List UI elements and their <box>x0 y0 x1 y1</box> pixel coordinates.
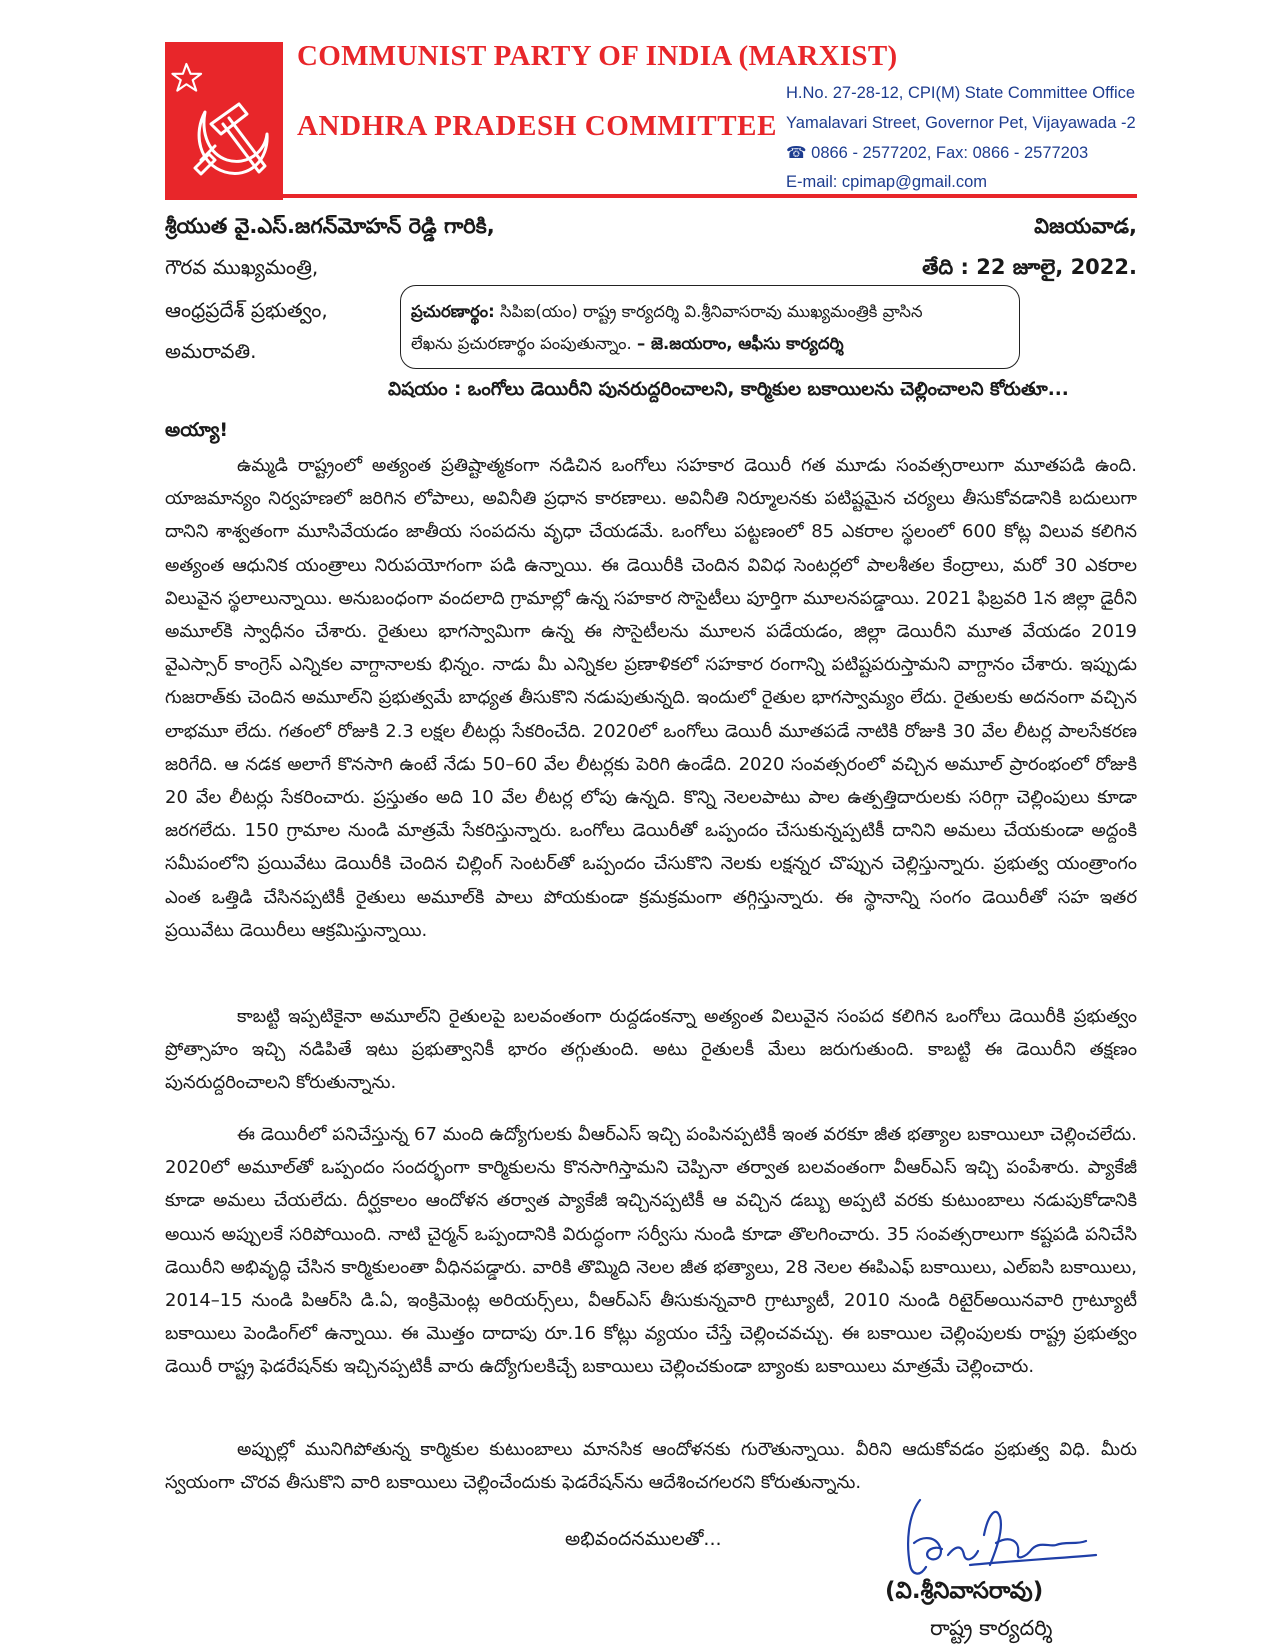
body-paragraph-1-text: ఉమ్మడి రాష్ట్రంలో అత్యంత ప్రతిష్టాత్మకంగా నడిచిన ఒంగోలు సహకార డెయిరీ గత మూడు సంవత్సరాలుగా మూతపడి ఉంది. యాజమాన్యం నిర్వహణలో జరిగిన లోపాలు, అవినీతి ప్రధాన కారణాలు. అవినీతి నిర్మూలనకు పటిష్టమైన చర్యలు తీసుకోవడానికి బదులుగా దానిని శాశ్వతంగా మూసివేయడం జాతీయ సంపదను వృధా చేయడమే. ఒంగోలు పట్టణంలో 85 ఎకరాల స్థలంలో 600 కోట్ల విలువ కలిగిన అత్యంత ఆధునిక యంత్రాలు నిరుపయోగంగా పడి ఉన్నాయి. ఈ డెయిరీకి చెందిన వివిధ సెంటర్లలో పాలశీతల కేంద్రాలు, మరో 30 ఎకరాల విలువైన స్థలాలున్నాయి. అనుబంధంగా వందలాది గ్రామాల్లో ఉన్న సహకార సొసైటీలు పూర్తిగా మూలనపడ్డాయి. 2021 ఫిబ్రవరి 1న జిల్లా డైరీని అమూల్‌కి స్వాధీనం చేశారు. రైతులు భాగస్వామిగా ఉన్న ఈ సొసైటీలను మూలన పడేయడం, జిల్లా డెయిరీని మూత వేయడం 2019 వైఎస్సార్ కాంగ్రెస్ ఎన్నికల వాగ్దానాలకు భిన్నం. నాడు మీ ఎన్నికల ప్రణాళికలో సహకార రంగాన్ని పటిష్టపరుస్తామని వాగ్దానం చేశారు. ఇప్పుడు గుజరాత్‌కు చెందిన అమూల్‌ని ప్రభుత్వమే బాధ్యత తీసుకొని నడుపుతున్నది. ఇందులో రైతుల భాగస్వామ్యం లేదు. రైతులకు అదనంగా వచ్చిన లాభమూ లేదు. గతంలో రోజుకి 2.3 లక్షల లీటర్లు సేకరించేది. 2020లో ఒంగోలు డెయిరీ మూతపడే నాటికి రోజుకి 30 వేల లీటర్ల పాలసేకరణ జరిగేది. ఆ నడక అలాగే కొనసాగి ఉంటే నేడు 50–60 వేల లీటర్లకు పెరిగి ఉండేది. 2020 సంవత్సరంలో వచ్చిన అమూల్ ప్రారంభంలో రోజుకి 20 వేల లీటర్లు సేకరించారు. ప్రస్తుతం అది 10 వేల లీటర్ల లోపు ఉన్నది. కొన్ని నెలలపాటు పాల ఉత్పత్తిదారులకు సరిగ్గా చెల్లింపులు కూడా జరగలేదు. 150 గ్రామాల నుండి మాత్రమే సేకరిస్తున్నారు. ఒంగోలు డెయిరీతో ఒప్పందం చేసుకున్నప్పటికీ దానిని అమలు చేయకుండా అద్దంకి సమీపంలోని ప్రయివేటు డెయిరీకి చెందిన చిల్లింగ్ సెంటర్‌తో ఒప్పందం చేసుకొని నెలకు లక్షన్నర చొప్పున చెల్లిస్తున్నారు. ప్రభుత్వ యంత్రాంగం ఎంత ఒత్తిడి చేసినప్పటికీ రైతులు అమూల్‌కి పాలు పోయకుండా క్రమక్రమంగా తగ్గిస్తున్నారు. ఈ స్థానాన్ని సంగం డెయిరీతో సహ ఇతర ప్రయివేటు డెయిరీలు ఆక్రమిస్తున్నాయి. <box>165 455 1137 941</box>
address-line2: Yamalavari Street, Governor Pet, Vijayawada -2 <box>786 114 1136 132</box>
recipient-line4: అమరావతి. <box>165 339 257 363</box>
phone-line <box>786 143 1088 163</box>
recipient-line2: గౌరవ ముఖ్యమంత్రి, <box>165 255 319 279</box>
body-paragraph-3-text: ఈ డెయిరీలో పనిచేస్తున్న 67 మంది ఉద్యోగులకు వీఆర్‌ఎస్ ఇచ్చి పంపినప్పటికీ ఇంత వరకూ జీత భత్యాల బకాయిలూ చెల్లించలేదు. 2020లో అమూల్‌తో ఒప్పందం సందర్భంగా కార్మికులను కొనసాగిస్తామని చెప్పినా తర్వాత బలవంతంగా వీఆర్‌ఎస్ ఇచ్చి పంపేశారు. ప్యాకేజీ కూడా అమలు చేయలేదు. దీర్ఘకాలం ఆందోళన తర్వాత ప్యాకేజీ ఇచ్చినప్పటికీ ఆ వచ్చిన డబ్బు అప్పటి వరకు కుటుంబాలు నడుపుకోడానికి అయిన అప్పులకే సరిపోయింది. నాటి చైర్మన్ ఒప్పందానికి విరుద్ధంగా సర్వీసు నుండి కూడా తొలగించారు. 35 సంవత్సరాలుగా కష్టపడి పనిచేసి డెయిరీని అభివృద్ధి చేసిన కార్మికులంతా వీధినపడ్డారు. వారికి తొమ్మిది నెలల జీత భత్యాలు, 28 నెలల ఈపిఎఫ్ బకాయిలు, ఎల్‌ఐసి బకాయిలు, 2014–15 నుండి పిఆర్‌సి డి.ఏ, ఇంక్రిమెంట్ల అరియర్స్‌లు, వీఆర్‌ఎస్ తీసుకున్నవారి గ్రాట్యూటీ, 2010 నుండి రిటైర్‌అయినవారి గ్రాట్యూటీ బకాయిలు పెండింగ్‌లో ఉన్నాయి. ఈ మొత్తం దాదాపు రూ.16 కోట్లు వ్యయం చేస్తే చెల్లించవచ్చు. ఈ బకాయిల చెల్లింపులకు రాష్ట్ర ప్రభుత్వం డెయిరీ రాష్ట్ర ఫెడరేషన్‌కు ఇచ్చినప్పటికీ వారు ఉద్యోగులకిచ్చే బకాయిలు చెల్లించకుండా బ్యాంకు బకాయిలు మాత్రమే చెల్లించారు. <box>165 1124 1137 1378</box>
body-paragraph-2-text: కాబట్టి ఇప్పటికైనా అమూల్‌ని రైతులపై బలవంతంగా రుద్దడంకన్నా అత్యంత విలువైన సంపద కలిగిన ఒంగోలు డెయిరీకి ప్రభుత్వం ప్రోత్సాహం ఇచ్చి నడిపితే ఇటు ప్రభుత్వానికీ భారం తగ్గుతుంది. అటు రైతులకీ మేలు జరుగుతుంది. కాబట్టి ఈ డెయిరీని తక్షణం పునరుద్దరించాలని కోరుతున్నాను. <box>165 1006 1137 1094</box>
address-line1: H.No. 27-28-12, CPI(M) State Committee Office <box>786 84 1136 102</box>
phone-icon: ☎ <box>786 144 807 162</box>
notice-line2: లేఖను ప్రచురణార్థం పంపుతున్నాం. <box>411 334 632 353</box>
closing: అభివందనములతో... <box>565 1528 722 1550</box>
body-paragraph-1 <box>165 449 1137 947</box>
place: విజయవాడ, <box>1034 214 1137 238</box>
org-name-line2: ANDHRA PRADESH COMMITTEE <box>297 110 778 142</box>
notice-sender: – జె.జయరాం, ఆఫీసు కార్యదర్శి <box>636 334 844 353</box>
subject-line: విషయం : ఒంగోలు డెయిరీని పునరుద్దరించాలని, కార్మికుల బకాయిలను చెల్లించాలని కోరుతూ... <box>388 379 1069 400</box>
salutation: అయ్యా! <box>165 419 229 441</box>
body-paragraph-4 <box>165 1433 1137 1499</box>
email-line: E-mail: cpimap@gmail.com <box>786 173 988 191</box>
body-paragraph-4-text: అప్పుల్లో మునిగిపోతున్న కార్మికుల కుటుంబాలు మానసిక ఆందోళనకు గురౌతున్నాయి. వీరిని ఆదుకోవడం ప్రభుత్వ విధి. మీరు స్వయంగా చొరవ తీసుకొని వారి బకాయిలు చెల్లించేందుకు ఫెడరేషన్‌ను ఆదేశించగలరని కోరుతున్నాను. <box>165 1439 1137 1494</box>
body-paragraph-2 <box>165 1000 1137 1100</box>
org-name-line1: COMMUNIST PARTY OF INDIA (MARXIST) <box>297 40 898 72</box>
signer-title: రాష్ట్ర కార్యదర్శి <box>930 1616 1053 1640</box>
recipient-line1: శ్రీయుత వై.ఎస్.జగన్‌మోహన్ రెడ్డి గారికి, <box>165 214 495 238</box>
recipient-line3: ఆంధ్రప్రదేశ్ ప్రభుత్వం, <box>165 298 328 322</box>
signature-image <box>900 1495 1100 1589</box>
phone-numbers: 0866 - 2577202, Fax: 0866 - 2577203 <box>811 144 1089 162</box>
date: తేది : 22 జూలై, 2022. <box>922 255 1137 279</box>
party-logo <box>165 42 283 200</box>
handwritten-signature <box>900 1495 1100 1585</box>
notice-label: ప్రచురణార్థం: <box>411 302 495 321</box>
notice-line1: సిపిఐ(యం) రాష్ట్ర కార్యదర్శి వి.శ్రీనివాసరావు ముఖ్యమంత్రికి వ్రాసిన <box>500 302 923 321</box>
body-paragraph-3 <box>165 1118 1137 1384</box>
letterhead-divider <box>165 194 1137 198</box>
hammer-sickle-star-icon <box>165 42 283 200</box>
press-release-notice <box>400 285 1020 369</box>
signer-name: (వి.శ్రీనివాసరావు) <box>885 1578 1044 1604</box>
